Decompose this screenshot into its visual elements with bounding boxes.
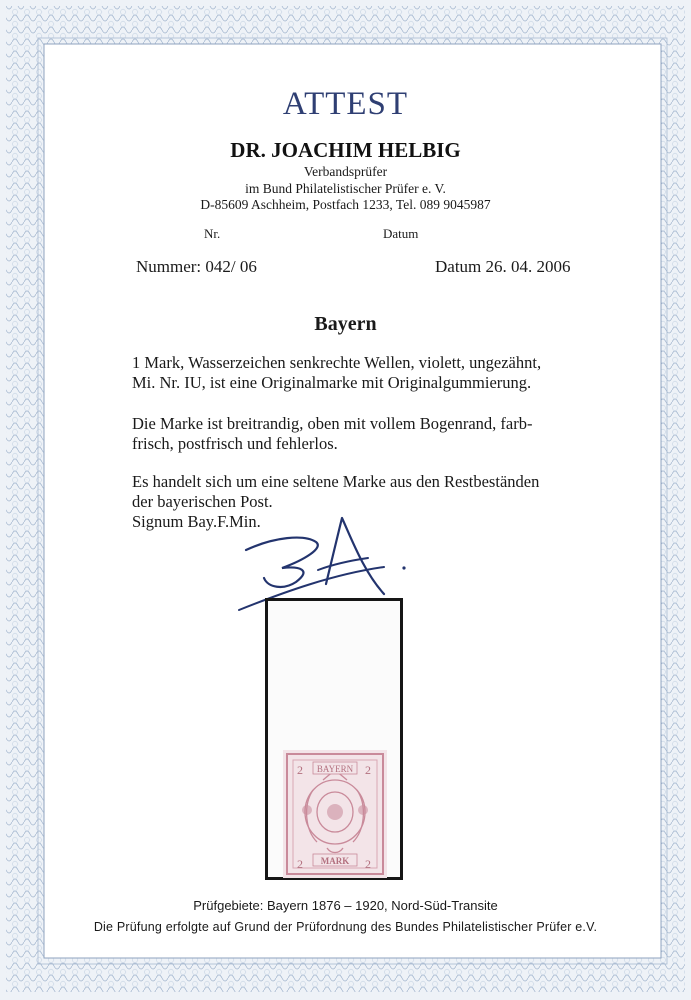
- examination-areas: Prüfgebiete: Bayern 1876 – 1920, Nord-Süd-Transite: [193, 898, 498, 913]
- description-line: Die Marke ist breitrandig, oben mit vollem Bogenrand, farb-: [132, 414, 533, 433]
- stamp-corner-value: 2: [365, 857, 371, 871]
- examiner-name: DR. JOACHIM HELBIG: [230, 138, 461, 162]
- certificate-date: Datum 26. 04. 2006: [435, 257, 571, 276]
- stamp-image: [283, 750, 387, 883]
- certificate-title: ATTEST: [282, 86, 409, 122]
- stamp-corner-value: 2: [365, 763, 371, 777]
- date-label: Datum: [383, 226, 419, 241]
- description-paragraph-2: [132, 414, 582, 454]
- number-label: Nr.: [204, 226, 221, 241]
- description-line: 1 Mark, Wasserzeichen senkrechte Wellen, violett, ungezähnt,: [132, 353, 542, 372]
- stamp-country-heading: Bayern: [314, 313, 377, 335]
- stamp-top-text: BAYERN: [316, 764, 354, 774]
- description-line: frisch, postfrisch und fehlerlos.: [132, 434, 338, 453]
- association-name: im Bund Philatelistischer Prüfer e. V.: [245, 181, 446, 196]
- examiner-role: Verbandsprüfer: [303, 164, 388, 179]
- examination-basis: Die Prüfung erfolgte auf Grund der Prüfordnung des Bundes Philatelistischer Prüfer e.V.: [93, 920, 598, 934]
- stamp-corner-value: 2: [297, 763, 303, 777]
- certificate-number: Nummer: 042/ 06: [136, 257, 257, 276]
- description-paragraph-1: [132, 353, 582, 393]
- description-line: Mi. Nr. IU, ist eine Originalmarke mit Originalgummierung.: [132, 373, 532, 392]
- stamp-bottom-text: MARK: [320, 856, 350, 866]
- stamp-corner-value: 2: [297, 857, 303, 871]
- description-line: Signum Bay.F.Min.: [132, 512, 261, 531]
- examiner-address: D-85609 Aschheim, Postfach 1233, Tel. 089 9045987: [200, 197, 491, 212]
- description-line: Es handelt sich um eine seltene Marke aus den Restbeständen: [132, 472, 540, 491]
- description-line: der bayerischen Post.: [132, 492, 273, 511]
